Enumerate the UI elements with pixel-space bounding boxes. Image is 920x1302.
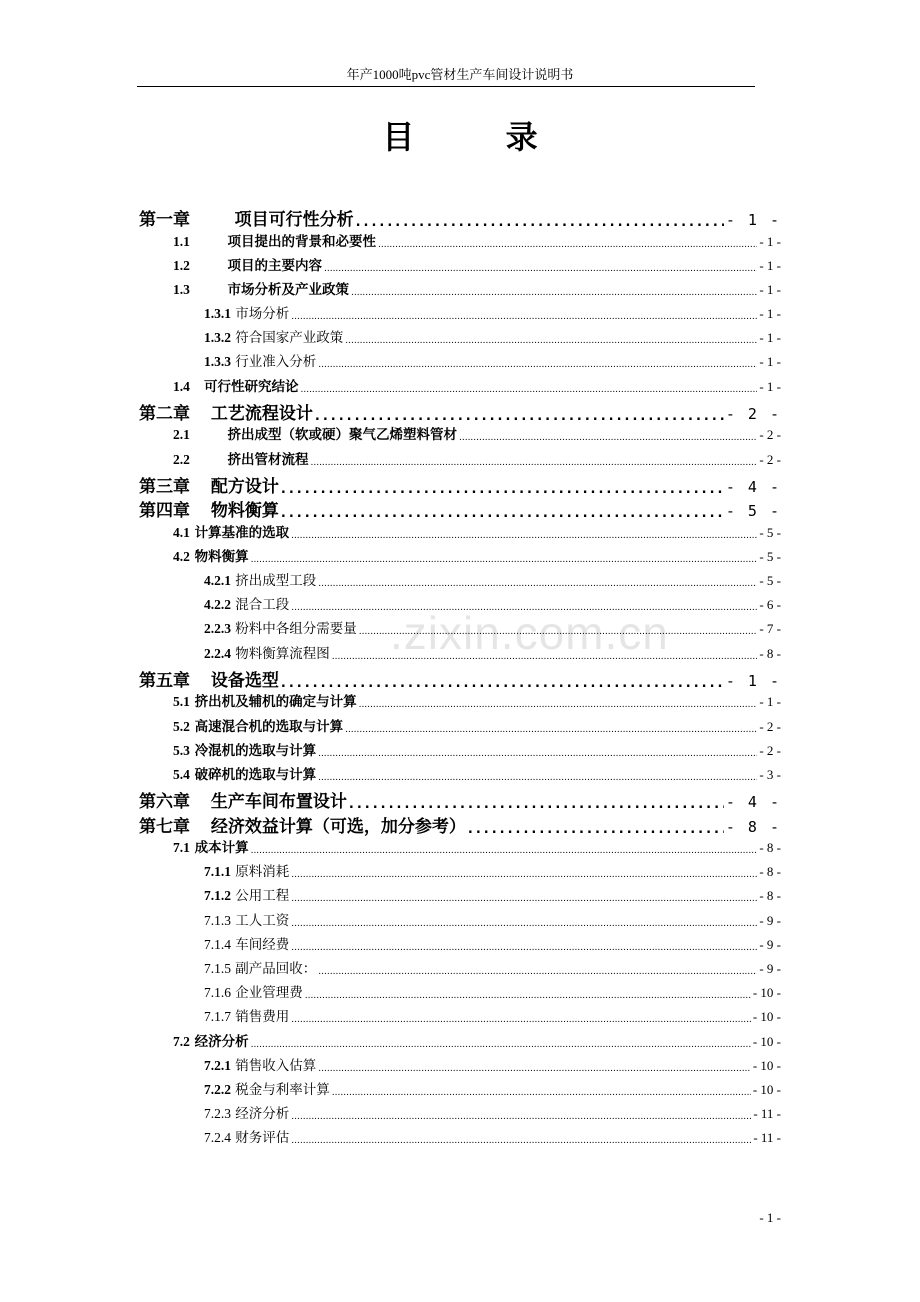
toc-page-number: - 1 - xyxy=(759,306,781,322)
toc-page-number: - 1 - xyxy=(759,330,781,346)
toc-entry-label xyxy=(204,302,291,322)
toc-entry-number: 第三章 xyxy=(139,476,190,497)
toc-entry-title: 车间经费 xyxy=(235,936,290,953)
toc-entry-label xyxy=(204,1126,291,1146)
toc-entry-label xyxy=(139,399,315,424)
toc-entry[interactable] xyxy=(139,666,781,691)
toc-entry[interactable] xyxy=(139,1054,781,1078)
toc-page-number: - 10 - xyxy=(752,1081,781,1097)
toc-entry-label xyxy=(204,569,318,589)
toc-page-number: - 5 - xyxy=(725,502,781,521)
toc-page-number: - 8 - xyxy=(759,864,781,880)
toc-dot-leader xyxy=(291,597,757,613)
toc-dot-leader xyxy=(349,792,724,812)
toc-page-number: - 7 - xyxy=(759,621,781,637)
toc-entry-number: 5.4 xyxy=(173,766,190,782)
toc-entry-number: 第一章 xyxy=(139,210,190,230)
toc-entry-number: 7.1.1 xyxy=(204,864,231,880)
toc-entry[interactable] xyxy=(139,593,781,617)
toc-page-number: - 1 - xyxy=(759,257,781,273)
toc-dot-leader xyxy=(378,234,757,250)
toc-entry[interactable] xyxy=(139,230,781,254)
toc-page-number: - 5 - xyxy=(759,524,781,540)
toc-entry-number: 2.1 xyxy=(173,427,190,443)
toc-dot-leader xyxy=(281,477,724,497)
toc-page-number: - 3 - xyxy=(759,766,781,782)
toc-entry-label xyxy=(139,812,468,837)
toc-entry-title: 挤出机及辅机的确定与计算 xyxy=(194,694,357,711)
toc-entry-label xyxy=(204,1054,318,1074)
toc-dot-leader xyxy=(281,671,724,691)
toc-entry[interactable] xyxy=(139,860,781,884)
toc-entry-label xyxy=(204,350,318,370)
toc-page-number: - 11 - xyxy=(753,1130,781,1146)
toc-dot-leader xyxy=(459,427,757,443)
toc-entry-gap xyxy=(190,427,228,443)
toc-entry-gap xyxy=(190,258,228,274)
toc-entry-title: 销售费用 xyxy=(235,1009,290,1026)
toc-entry-number: 4.1 xyxy=(173,524,190,540)
toc-page-number: - 1 - xyxy=(759,281,781,297)
toc-entry[interactable] xyxy=(139,496,781,521)
toc-entry-number: 2.2.4 xyxy=(204,645,231,661)
toc-page-number: - 1 - xyxy=(759,354,781,370)
toc-entry-label xyxy=(139,666,281,691)
toc-dot-leader xyxy=(351,282,757,298)
toc-page-number: - 5 - xyxy=(759,548,781,564)
toc-entry-label xyxy=(173,715,345,735)
toc-entry-number: 1.2 xyxy=(173,257,190,273)
toc-entry-number: 1.3.3 xyxy=(204,354,231,370)
toc-entry[interactable] xyxy=(139,642,781,666)
table-of-contents xyxy=(139,205,781,1151)
toc-page-number: - 5 - xyxy=(759,573,781,589)
toc-entry-gap xyxy=(190,452,228,468)
toc-entry-number: 7.1.4 xyxy=(204,936,231,952)
toc-entry-number: 4.2 xyxy=(173,548,190,564)
toc-dot-leader xyxy=(468,817,724,837)
toc-entry[interactable] xyxy=(139,423,781,447)
toc-entry-number: 7.2 xyxy=(173,1033,190,1049)
toc-entry[interactable] xyxy=(139,254,781,278)
toc-entry[interactable] xyxy=(139,739,781,763)
toc-entry-title: 挤出成型（软或硬）聚气乙烯塑料管材 xyxy=(227,427,457,444)
toc-page-number: - 10 - xyxy=(752,985,781,1001)
toc-entry[interactable] xyxy=(139,1102,781,1126)
toc-entry-number: 4.2.1 xyxy=(204,573,231,589)
toc-entry-number: 1.4 xyxy=(173,378,190,394)
toc-entry-label xyxy=(204,981,305,1001)
toc-entry-number: 7.1.6 xyxy=(204,985,231,1001)
toc-entry-title: 市场分析 xyxy=(235,306,290,323)
toc-entry-label xyxy=(204,933,291,953)
toc-entry-number: 1.3 xyxy=(173,281,190,297)
toc-page-number: - 2 - xyxy=(759,718,781,734)
toc-dot-leader xyxy=(291,306,757,322)
toc-dot-leader xyxy=(332,646,758,662)
toc-dot-leader xyxy=(332,1082,751,1098)
toc-entry[interactable] xyxy=(139,763,781,787)
toc-entry-label xyxy=(173,739,318,759)
toc-entry-gap xyxy=(190,282,228,298)
toc-entry-number: 第二章 xyxy=(139,403,190,424)
toc-dot-leader xyxy=(251,1034,751,1050)
toc-entry-title: 公用工程 xyxy=(235,888,290,905)
toc-entry-label xyxy=(204,1078,332,1098)
toc-entry-title: 工人工资 xyxy=(235,912,290,929)
toc-entry[interactable] xyxy=(139,278,781,302)
toc-entry-title: 冷混机的选取与计算 xyxy=(194,742,317,759)
toc-dot-leader xyxy=(359,694,758,710)
toc-entry-label xyxy=(173,448,310,468)
toc-entry-title: 破碎机的选取与计算 xyxy=(194,766,317,783)
toc-entry-title: 工艺流程设计 xyxy=(210,403,313,424)
toc-page-number: - 6 - xyxy=(759,597,781,613)
toc-entry-number: 5.1 xyxy=(173,694,190,710)
toc-dot-leader xyxy=(291,525,757,541)
toc-page-number: - 1 - xyxy=(759,378,781,394)
toc-entry-number: 7.2.3 xyxy=(204,1106,231,1122)
toc-entry[interactable] xyxy=(139,1126,781,1150)
toc-entry[interactable] xyxy=(139,690,781,714)
toc-entry[interactable] xyxy=(139,569,781,593)
toc-dot-leader xyxy=(305,985,751,1001)
toc-entry-title: 经济效益计算（可选，加分参考） xyxy=(210,816,466,837)
toc-dot-leader xyxy=(310,452,757,468)
toc-entry[interactable] xyxy=(139,521,781,545)
toc-entry[interactable] xyxy=(139,884,781,908)
toc-entry-title: 挤出管材流程 xyxy=(227,451,309,468)
toc-dot-leader xyxy=(291,888,757,904)
toc-entry-title: 项目提出的背景和必要性 xyxy=(227,233,376,250)
toc-entry-label xyxy=(173,836,251,856)
toc-dot-leader xyxy=(324,258,757,274)
toc-entry-title: 成本计算 xyxy=(194,840,249,857)
toc-entry-title: 生产车间布置设计 xyxy=(210,792,347,812)
toc-page-number: - 2 - xyxy=(759,451,781,467)
toc-page-number: - 8 - xyxy=(759,888,781,904)
toc-entry-title: 挤出成型工段 xyxy=(235,573,317,590)
toc-entry[interactable] xyxy=(139,375,781,399)
toc-entry-label xyxy=(204,326,345,346)
toc-page-number: - 9 - xyxy=(759,961,781,976)
toc-entry-number: 1.3.2 xyxy=(204,330,231,346)
header-rule xyxy=(137,86,755,87)
toc-entry-label xyxy=(204,593,291,613)
toc-entry-label xyxy=(173,423,459,443)
toc-page-number: - 2 - xyxy=(759,427,781,443)
toc-dot-leader xyxy=(345,719,757,735)
watermark: .zixin.com.cn xyxy=(390,607,669,659)
toc-page-number: - 8 - xyxy=(759,645,781,661)
toc-entry-label xyxy=(204,642,332,662)
toc-entry-number: 第四章 xyxy=(139,501,190,521)
toc-entry-title: 企业管理费 xyxy=(235,985,303,1002)
toc-entry-title: 物料衡算 xyxy=(194,548,249,565)
toc-dot-leader xyxy=(318,743,757,759)
toc-entry-label xyxy=(173,230,378,250)
page-number: - 1 - xyxy=(759,1210,781,1225)
toc-entry-title: 可行性研究结论 xyxy=(203,378,299,395)
toc-page-number: - 2 - xyxy=(725,404,781,423)
toc-entry-label xyxy=(173,278,351,298)
toc-entry-title: 财务评估 xyxy=(235,1130,290,1147)
toc-dot-leader xyxy=(281,501,724,521)
toc-entry-number: 7.1.5 xyxy=(204,961,231,976)
toc-entry-label xyxy=(204,617,359,637)
toc-entry-gap xyxy=(190,234,228,250)
toc-entry[interactable] xyxy=(139,812,781,837)
toc-entry-number: 5.3 xyxy=(173,742,190,758)
toc-entry-title: 物料衡算 xyxy=(210,501,279,521)
toc-entry-number: 2.2.3 xyxy=(204,621,231,637)
toc-entry-title: 原料消耗 xyxy=(235,864,290,881)
toc-dot-leader xyxy=(318,961,757,977)
toc-entry-title: 粉料中各组分需要量 xyxy=(235,621,357,638)
toc-entry-title: 经济分析 xyxy=(235,1106,290,1123)
page-title: 目 录 xyxy=(382,118,578,156)
toc-entry[interactable] xyxy=(139,205,781,230)
toc-entry[interactable] xyxy=(139,545,781,569)
toc-entry[interactable] xyxy=(139,302,781,326)
toc-entry[interactable] xyxy=(139,350,781,374)
toc-dot-leader xyxy=(251,840,758,856)
toc-entry-label xyxy=(139,472,281,497)
toc-page-number: - 4 - xyxy=(725,477,781,496)
toc-page-number: - 10 - xyxy=(752,1033,781,1049)
toc-dot-leader xyxy=(318,1058,751,1074)
running-header: 年产1000吨pvc管材生产车间设计说明书 xyxy=(346,67,574,82)
toc-entry-gap xyxy=(205,210,235,230)
toc-dot-leader xyxy=(345,330,757,346)
toc-entry-title: 设备选型 xyxy=(210,670,279,691)
toc-entry[interactable] xyxy=(139,617,781,641)
toc-page-number: - 1 - xyxy=(759,694,781,710)
toc-entry-number: 5.2 xyxy=(173,718,190,734)
toc-dot-leader xyxy=(359,621,758,637)
toc-entry-number: 7.2.2 xyxy=(204,1081,231,1097)
toc-entry-title: 税金与利率计算 xyxy=(235,1081,330,1098)
toc-entry-number: 7.1.7 xyxy=(204,1009,231,1025)
toc-page-number: - 8 - xyxy=(759,840,781,856)
toc-entry[interactable] xyxy=(139,836,781,860)
toc-entry[interactable] xyxy=(139,326,781,350)
toc-page-number: - 8 - xyxy=(725,817,781,836)
toc-entry-number: 1.3.1 xyxy=(204,306,231,322)
toc-entry-title: 销售收入估算 xyxy=(235,1057,317,1074)
toc-entry-label xyxy=(204,860,291,880)
toc-page-number: - 10 - xyxy=(752,1009,781,1025)
toc-page-number: - 4 - xyxy=(725,793,781,812)
toc-entry-number: 1.1 xyxy=(173,233,190,249)
toc-entry[interactable] xyxy=(139,1078,781,1102)
toc-entry-label xyxy=(173,521,291,541)
toc-entry[interactable] xyxy=(139,1030,781,1054)
toc-page-number: - 9 - xyxy=(759,912,781,928)
toc-entry-title: 混合工段 xyxy=(235,597,290,614)
toc-entry[interactable] xyxy=(139,981,781,1005)
toc-entry-title: 项目可行性分析 xyxy=(234,210,354,230)
toc-entry-label xyxy=(139,787,349,812)
toc-entry[interactable] xyxy=(139,933,781,957)
toc-entry-title: 行业准入分析 xyxy=(235,354,317,371)
toc-dot-leader xyxy=(356,210,724,230)
toc-entry-number: 7.1 xyxy=(173,840,190,856)
toc-dot-leader xyxy=(318,354,757,370)
toc-dot-leader xyxy=(291,913,757,929)
toc-dot-leader xyxy=(291,937,757,953)
toc-entry-number: 7.2.1 xyxy=(204,1057,231,1073)
toc-entry-title: 高速混合机的选取与计算 xyxy=(194,718,344,735)
toc-entry[interactable] xyxy=(139,909,781,933)
toc-entry-number: 7.1.3 xyxy=(204,912,231,928)
toc-entry-label xyxy=(204,909,291,929)
toc-entry-gap xyxy=(190,379,204,395)
toc-entry-label xyxy=(139,205,356,230)
toc-entry[interactable] xyxy=(139,448,781,472)
toc-dot-leader xyxy=(318,573,757,589)
toc-entry-label xyxy=(173,690,359,710)
toc-page-number: - 9 - xyxy=(759,936,781,952)
toc-entry-number: 4.2.2 xyxy=(204,597,231,613)
toc-entry-label xyxy=(204,1005,291,1025)
toc-entry[interactable] xyxy=(139,1005,781,1029)
toc-entry-number: 7.1.2 xyxy=(204,888,231,904)
toc-page-number: - 1 - xyxy=(725,671,781,690)
toc-entry[interactable] xyxy=(139,715,781,739)
toc-entry-label xyxy=(173,1030,251,1050)
toc-entry[interactable] xyxy=(139,472,781,497)
toc-entry-label xyxy=(173,375,300,395)
toc-entry[interactable] xyxy=(139,399,781,424)
toc-entry-label xyxy=(204,957,318,977)
toc-entry-title: 配方设计 xyxy=(210,476,279,497)
toc-dot-leader xyxy=(251,549,758,565)
toc-entry-label xyxy=(139,496,281,521)
toc-entry-label xyxy=(204,1102,291,1122)
toc-entry-label xyxy=(173,545,251,565)
toc-entry[interactable] xyxy=(139,787,781,812)
toc-dot-leader xyxy=(291,1130,751,1146)
toc-dot-leader xyxy=(318,767,757,783)
toc-page-number: - 10 - xyxy=(752,1057,781,1073)
toc-dot-leader xyxy=(315,404,724,424)
toc-entry-title: 市场分析及产业政策 xyxy=(227,281,349,298)
toc-entry-title: 副产品回收： xyxy=(235,961,317,977)
toc-entry-label xyxy=(173,254,324,274)
toc-page-number: - 1 - xyxy=(725,211,781,229)
toc-entry-number: 2.2 xyxy=(173,451,190,467)
toc-entry-number: 第七章 xyxy=(139,816,190,837)
toc-dot-leader xyxy=(291,1106,751,1122)
toc-dot-leader xyxy=(300,379,757,395)
toc-entry[interactable] xyxy=(139,957,781,981)
toc-entry-title: 物料衡算流程图 xyxy=(235,645,330,662)
toc-entry-number: 7.2.4 xyxy=(204,1130,231,1146)
toc-entry-label xyxy=(204,884,291,904)
toc-entry-number: 第五章 xyxy=(139,670,190,691)
toc-page-number: - 2 - xyxy=(759,742,781,758)
toc-entry-label xyxy=(173,763,318,783)
toc-entry-title: 符合国家产业政策 xyxy=(235,330,344,347)
toc-entry-number: 第六章 xyxy=(139,792,190,812)
toc-entry-title: 经济分析 xyxy=(194,1033,249,1050)
toc-entry-title: 计算基准的选取 xyxy=(194,524,290,541)
toc-entry-title: 项目的主要内容 xyxy=(227,257,322,274)
toc-page-number: - 1 - xyxy=(759,233,781,249)
toc-dot-leader xyxy=(291,1009,751,1025)
toc-page-number: - 11 - xyxy=(753,1106,781,1122)
toc-dot-leader xyxy=(291,864,757,880)
